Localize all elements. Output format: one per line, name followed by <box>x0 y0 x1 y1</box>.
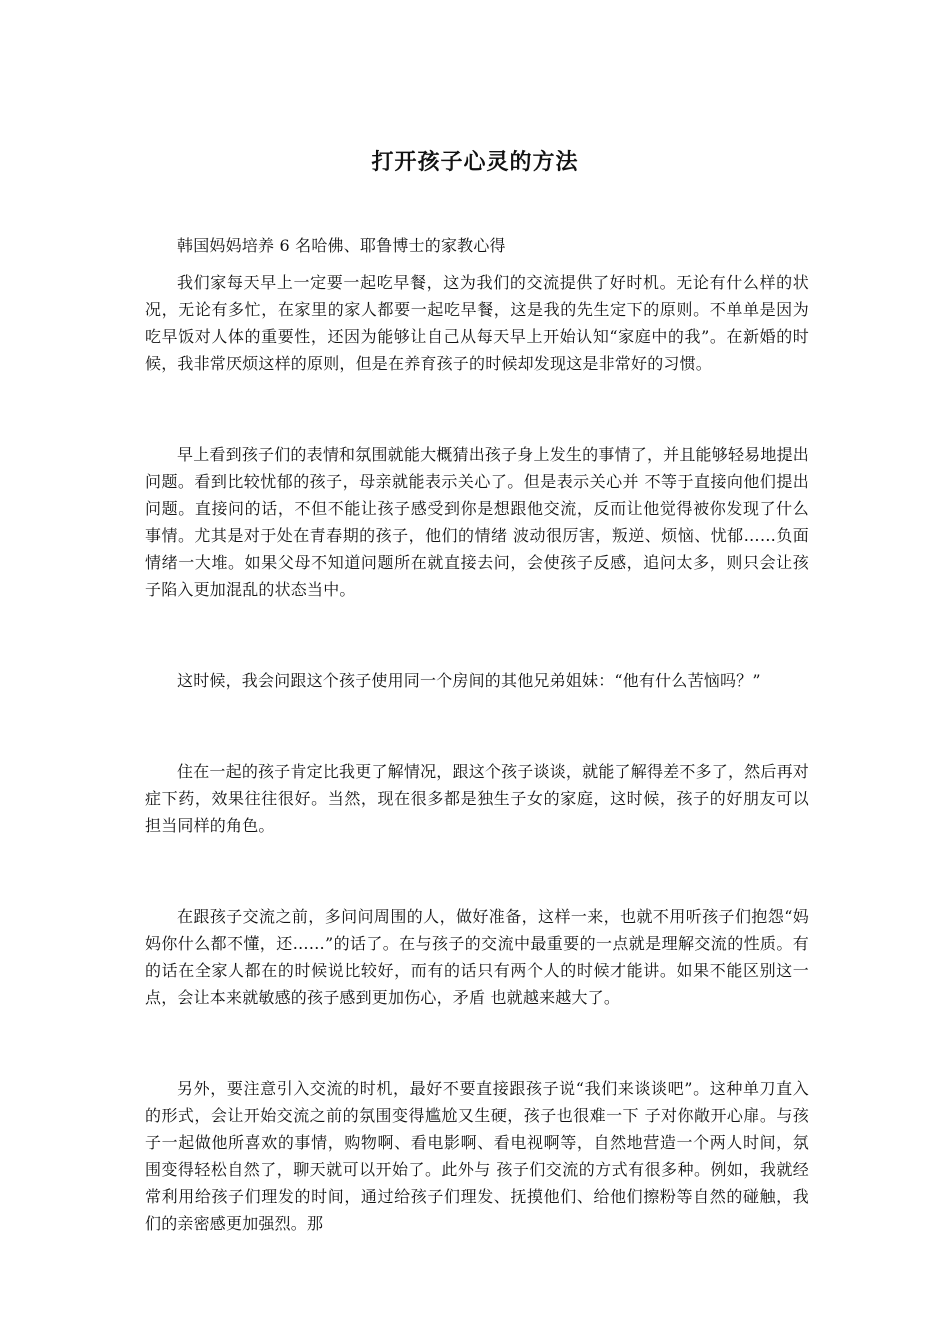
paragraph-1: 我们家每天早上一定要一起吃早餐，这为我们的交流提供了好时机。无论有什么样的状况，无论有多忙，在家里的家人都要一起吃早餐，这是我的先生定下的原则。不单单是因为吃早饭对人体的重要性，还因为能够让自己从每天早上开始认知“家庭中的我”。在新婚的时候，我非常厌烦这样的原则，但是在养育孩子的时候却发现这是非常好的习惯。 <box>145 273 809 373</box>
document-subtitle: 韩国妈妈培养 6 名哈佛、耶鲁博士的家教心得 <box>177 236 506 255</box>
paragraph-4: 住在一起的孩子肯定比我更了解情况，跟这个孩子谈谈，就能了解得差不多了，然后再对症下药，效果往往很好。当然，现在很多都是独生子女的家庭，这时候，孩子的好朋友可以担当同样的角色。 <box>145 762 809 835</box>
paragraph-3: 这时候，我会问跟这个孩子使用同一个房间的其他兄弟姐妹：“他有什么苦恼吗？” <box>177 671 761 690</box>
document-title: 打开孩子心灵的方法 <box>371 149 579 175</box>
document-body <box>145 232 809 1237</box>
paragraph-6: 另外，要注意引入交流的时机，最好不要直接跟孩子说“我们来谈谈吧”。这种单刀直入的形式，会让开始交流之前的氛围变得尴尬又生硬，孩子也很难一下 子对你敞开心扉。与孩子一起做他所喜欢的事情，购物啊、看电影啊、看电视啊等，自然地营造一个两人时间，氛围变得轻松自然了，聊天就可以开始了。此外与 孩子们交流的方式有很多种。例如，我就经常利用给孩子们理发的时间，通过给孩子们理发、抚摸他们、给他们擦粉等自然的碰触，我们的亲密感更加强烈。那 <box>145 1079 809 1233</box>
paragraph-5: 在跟孩子交流之前，多问问周围的人，做好准备，这样一来，也就不用听孩子们抱怨“妈妈你什么都不懂，还……”的话了。在与孩子的交流中最重要的一点就是理解交流的性质。有的话在全家人都在的时候说比较好，而有的话只有两个人的时候才能讲。如果不能区别这一点，会让本来就敏感的孩子感到更加伤心，矛盾 也就越来越大了。 <box>145 907 809 1007</box>
paragraph-2: 早上看到孩子们的表情和氛围就能大概猜出孩子身上发生的事情了，并且能够轻易地提出问题。看到比较忧郁的孩子，母亲就能表示关心了。但是表示关心并 不等于直接向他们提出问题。直接问的话，不但不能让孩子感受到你是想跟他交流，反而让他觉得被你发现了什么事情。尤其是对于处在青春期的孩子，他们的情绪 波动很厉害，叛逆、烦恼、忧郁……负面情绪一大堆。如果父母不知道问题所在就直接去问，会使孩子反感，追问太多，则只会让孩子陷入更加混乱的状态当中。 <box>145 445 809 599</box>
